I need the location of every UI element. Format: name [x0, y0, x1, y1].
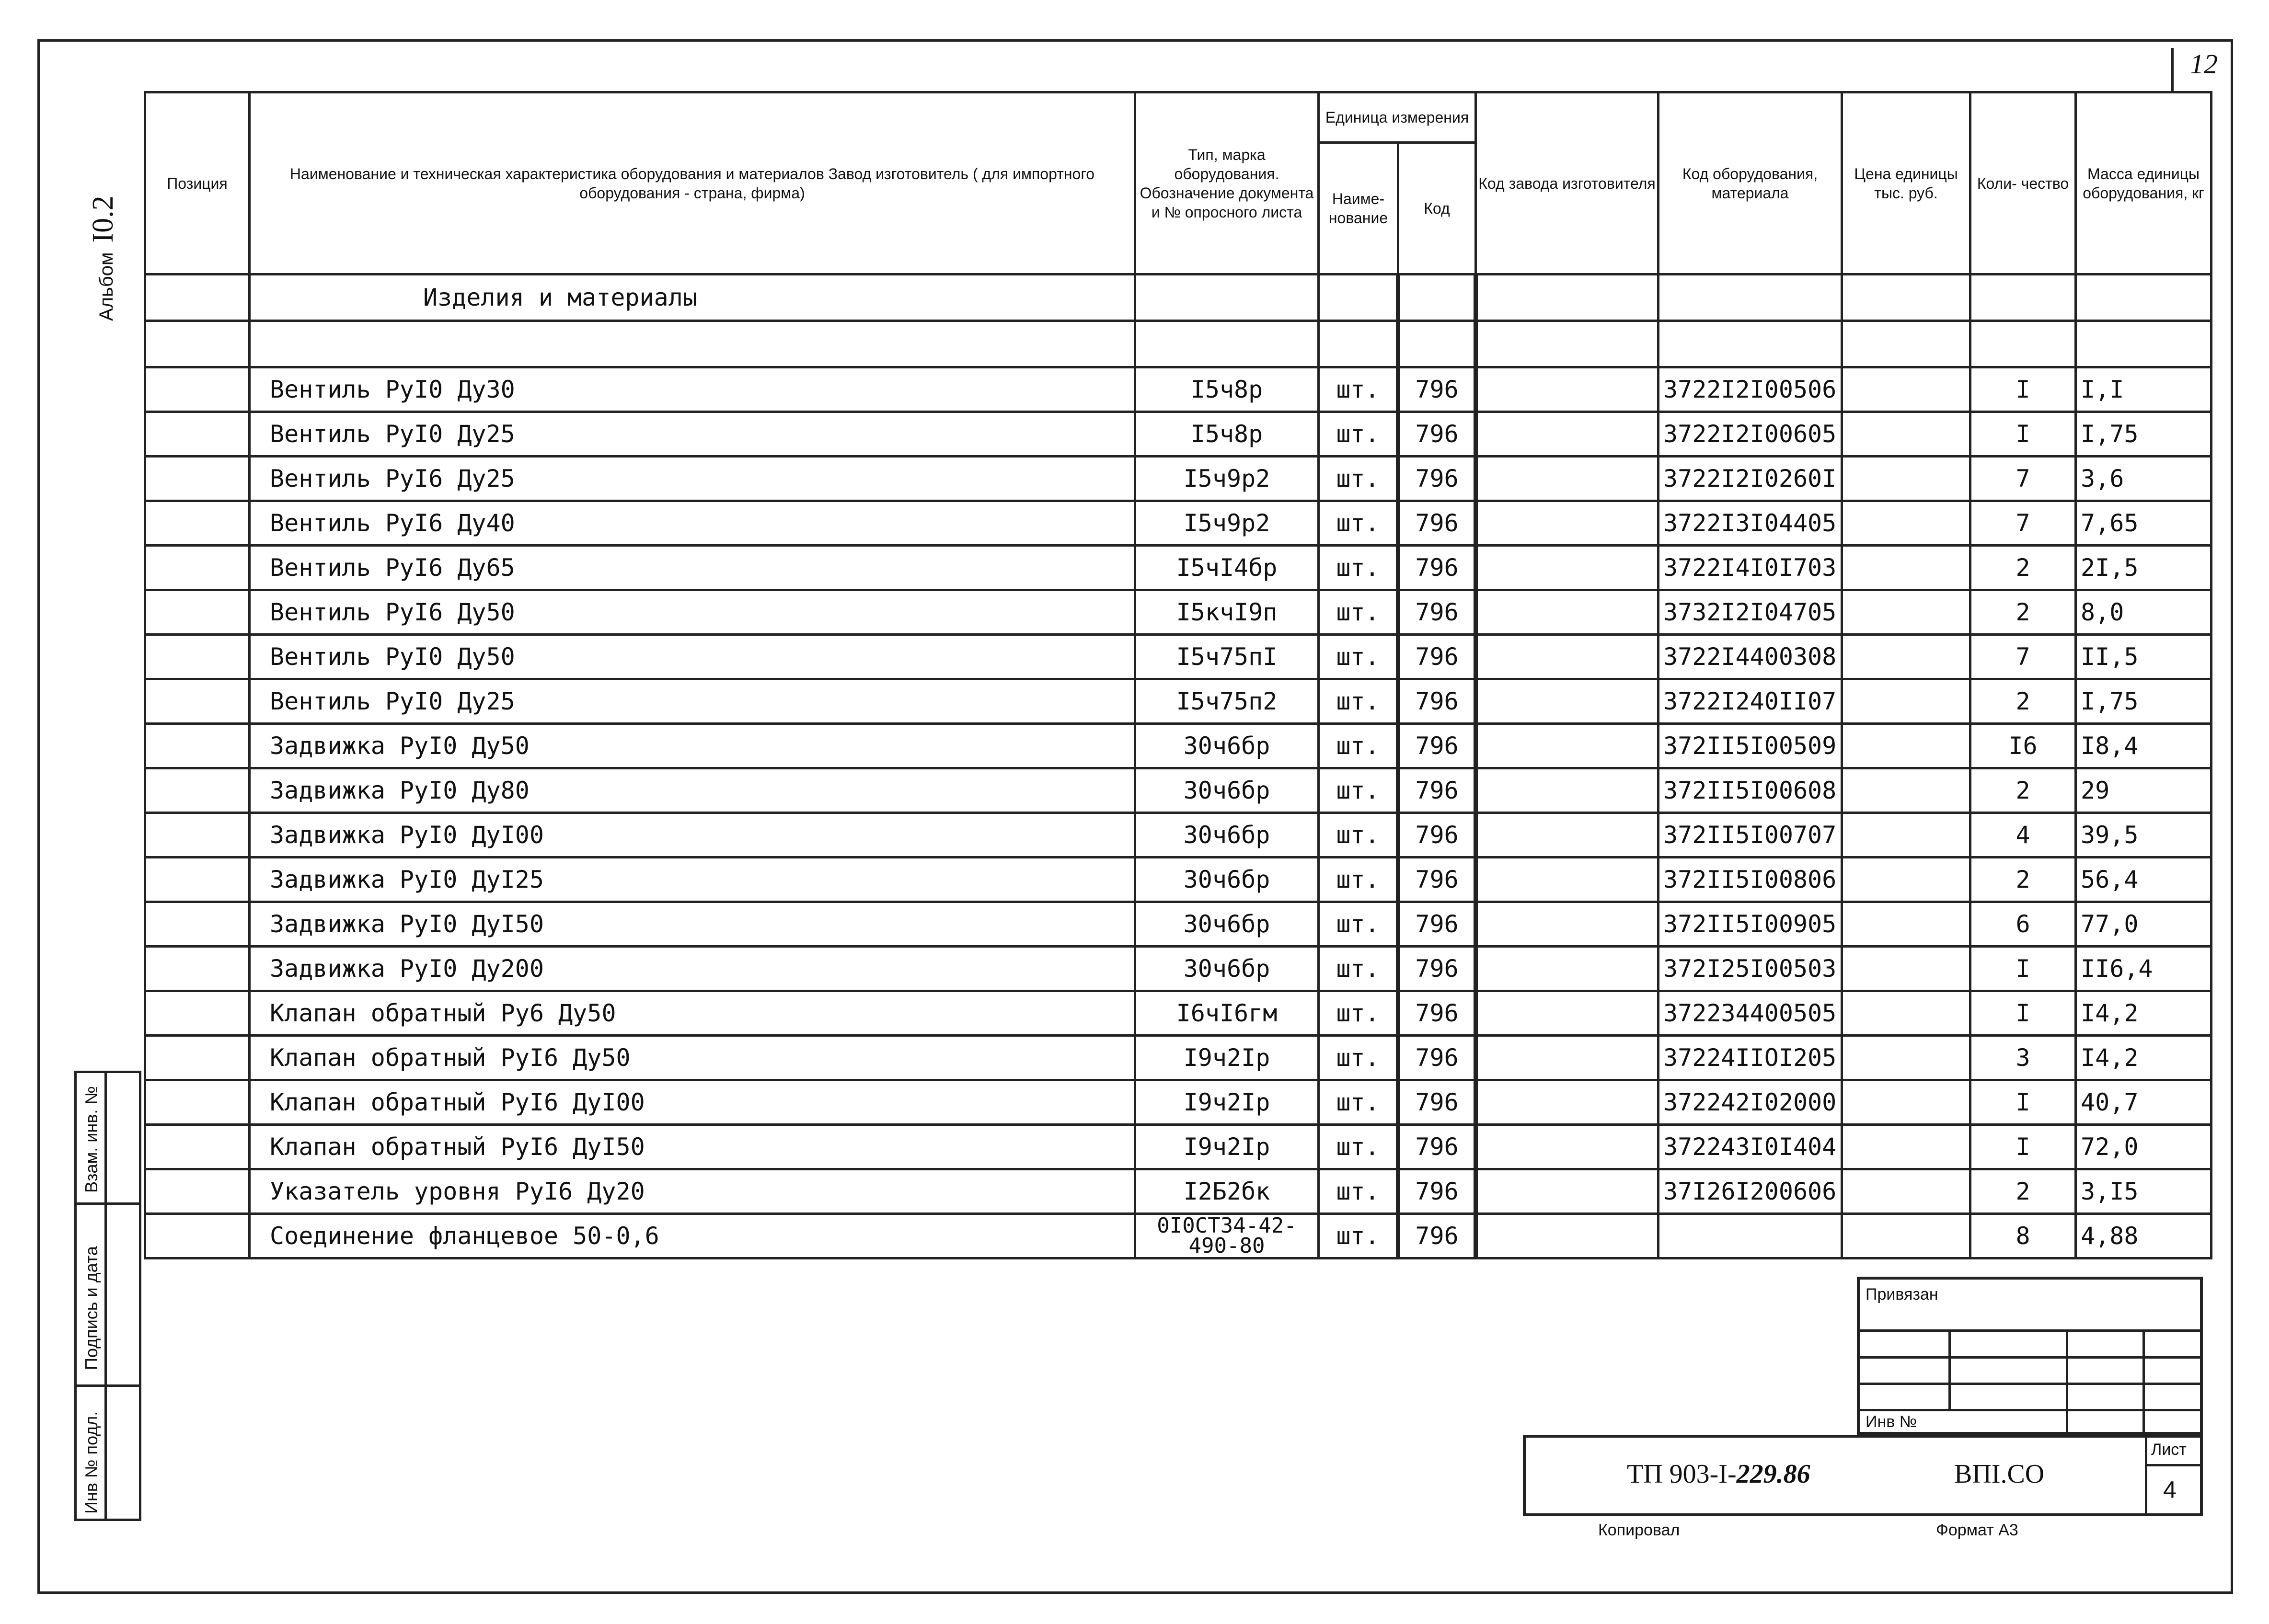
cell-quantity: 2: [1970, 768, 2076, 813]
cell-mass: I4,2: [2076, 1036, 2211, 1080]
cell-mass: I8,4: [2076, 724, 2211, 768]
side-stamp: [74, 1071, 141, 1521]
cell-name: Вентиль РуI0 ДуЗ0: [250, 367, 1135, 412]
cell-factory-code: [1476, 501, 1659, 546]
cell-equipment-code: 3722I3I04405: [1659, 501, 1842, 546]
cell-name: Клапан обратный РуI6 Ду50: [250, 1036, 1135, 1080]
album-caption: Альбом: [96, 252, 117, 321]
cell-position: [145, 1169, 250, 1214]
cell-quantity: 6: [1970, 902, 2076, 947]
cell-name: Вентиль РуI6 Ду25: [250, 457, 1135, 501]
header-name: Наименование и техническая характеристика оборудования и материалов Завод изготовитель ( для импортного оборудования - страна, фирма): [250, 92, 1135, 274]
header-factory-code: Код завода изготовителя: [1476, 92, 1659, 274]
cell-unit-code: 796: [1398, 546, 1476, 590]
cell-type: 30ч6бр: [1135, 768, 1319, 813]
cell-position: [145, 1036, 250, 1080]
cell-position: [145, 724, 250, 768]
side-inv-vzam: Взам. инв. №: [81, 1086, 101, 1193]
cell-price: [1842, 412, 1970, 457]
header-price: Цена единицы тыс. руб.: [1842, 92, 1970, 274]
table-row: [145, 546, 2211, 590]
cell-equipment-code: 3722I2I00605: [1659, 412, 1842, 457]
cell-unit: шт.: [1319, 991, 1398, 1036]
table-row: [145, 457, 2211, 501]
cell-factory-code: [1476, 1125, 1659, 1169]
cell-equipment-code: 3732I2I04705: [1659, 590, 1842, 635]
cell-factory-code: [1476, 1036, 1659, 1080]
table-row: [145, 635, 2211, 679]
cell-mass: 8,0: [2076, 590, 2211, 635]
table-row: [145, 412, 2211, 457]
cell-unit-code: 796: [1398, 1036, 1476, 1080]
cell-equipment-code: 3722I240II07: [1659, 679, 1842, 724]
cell-type: 0I0СТ34-42-490-80: [1135, 1214, 1319, 1258]
cell-type: I2Б2бк: [1135, 1169, 1319, 1214]
cell-mass: 3,6: [2076, 457, 2211, 501]
cell-quantity: 7: [1970, 635, 2076, 679]
cell-equipment-code: 372II5I00707: [1659, 813, 1842, 858]
cell-price: [1842, 902, 1970, 947]
cell-equipment-code: 372II5I00509: [1659, 724, 1842, 768]
cell-position: [145, 947, 250, 991]
cell-quantity: I: [1970, 947, 2076, 991]
cell-mass: I4,2: [2076, 991, 2211, 1036]
cell-factory-code: [1476, 902, 1659, 947]
cell-position: [145, 457, 250, 501]
cell-price: [1842, 1214, 1970, 1258]
cell-position: [145, 858, 250, 902]
cell-unit-code: 796: [1398, 1169, 1476, 1214]
section-row: [145, 274, 2211, 321]
cell-price: [1842, 724, 1970, 768]
empty-row: [145, 321, 2211, 367]
table-row: [145, 679, 2211, 724]
cell-quantity: 2: [1970, 679, 2076, 724]
cell-position: [145, 1080, 250, 1125]
cell-quantity: I: [1970, 1080, 2076, 1125]
cell-price: [1842, 546, 1970, 590]
cell-name: Вентиль РуI6 Ду65: [250, 546, 1135, 590]
cell-equipment-code: 372234400505: [1659, 991, 1842, 1036]
cell-price: [1842, 457, 1970, 501]
cell-price: [1842, 813, 1970, 858]
cell-price: [1842, 1080, 1970, 1125]
table-row: [145, 1169, 2211, 1214]
table-row: [145, 367, 2211, 412]
cell-position: [145, 590, 250, 635]
cell-type: I5ч9р2: [1135, 501, 1319, 546]
table-row: [145, 724, 2211, 768]
cell-unit-code: 796: [1398, 679, 1476, 724]
cell-type: I5ч75пI: [1135, 635, 1319, 679]
cell-quantity: 4: [1970, 813, 2076, 858]
cell-name: Клапан обратный РуI6 ДуI00: [250, 1080, 1135, 1125]
cell-type: I5кчI9п: [1135, 590, 1319, 635]
table-row: [145, 1036, 2211, 1080]
cell-position: [145, 367, 250, 412]
cell-unit-code: 796: [1398, 367, 1476, 412]
cell-price: [1842, 858, 1970, 902]
cell-unit: шт.: [1319, 724, 1398, 768]
cell-unit: шт.: [1319, 947, 1398, 991]
cell-equipment-code: 372243I0I404: [1659, 1125, 1842, 1169]
cell-unit: шт.: [1319, 501, 1398, 546]
sheet-number-divider: [2171, 48, 2174, 93]
header-position: Позиция: [145, 92, 250, 274]
cell-unit: шт.: [1319, 1036, 1398, 1080]
cell-price: [1842, 991, 1970, 1036]
cell-equipment-code: [1659, 1214, 1842, 1258]
cell-type: I5чI4бр: [1135, 546, 1319, 590]
cell-mass: II,5: [2076, 635, 2211, 679]
cell-quantity: 7: [1970, 457, 2076, 501]
cell-name: Вентиль РуI0 Ду25: [250, 679, 1135, 724]
cell-price: [1842, 635, 1970, 679]
cell-position: [145, 1214, 250, 1258]
album-value: I0.2: [87, 195, 119, 243]
section-position: [145, 274, 250, 321]
cell-mass: II6,4: [2076, 947, 2211, 991]
cell-unit: шт.: [1319, 1214, 1398, 1258]
cell-unit: шт.: [1319, 546, 1398, 590]
cell-factory-code: [1476, 813, 1659, 858]
cell-price: [1842, 1169, 1970, 1214]
cell-unit: шт.: [1319, 367, 1398, 412]
cell-unit: шт.: [1319, 635, 1398, 679]
binding-stamp: [1857, 1277, 2203, 1435]
cell-name: Клапан обратный Ру6 Ду50: [250, 991, 1135, 1036]
cell-position: [145, 902, 250, 947]
specification-table: [144, 91, 2212, 1259]
cell-type: I5ч75п2: [1135, 679, 1319, 724]
copied-label: Копировал: [1598, 1521, 1680, 1539]
cell-type: I5ч8р: [1135, 367, 1319, 412]
sheet-label: Лист: [2151, 1441, 2187, 1459]
cell-unit: шт.: [1319, 1125, 1398, 1169]
cell-unit: шт.: [1319, 902, 1398, 947]
cell-unit: шт.: [1319, 457, 1398, 501]
cell-mass: I,75: [2076, 679, 2211, 724]
cell-mass: 3,I5: [2076, 1169, 2211, 1214]
document-code-number: 229.86: [1736, 1459, 1810, 1489]
cell-name: Задвижка РуI0 Ду80: [250, 768, 1135, 813]
cell-factory-code: [1476, 679, 1659, 724]
cell-unit: шт.: [1319, 412, 1398, 457]
cell-quantity: 2: [1970, 546, 2076, 590]
cell-equipment-code: 372II5I00806: [1659, 858, 1842, 902]
cell-factory-code: [1476, 858, 1659, 902]
cell-unit-code: 796: [1398, 412, 1476, 457]
side-sign-date: Подпись и дата: [81, 1246, 101, 1370]
cell-mass: 40,7: [2076, 1080, 2211, 1125]
cell-name: Вентиль РуI0 Ду25: [250, 412, 1135, 457]
cell-mass: 2I,5: [2076, 546, 2211, 590]
cell-quantity: 7: [1970, 501, 2076, 546]
format-label: Формат А3: [1936, 1521, 2018, 1539]
cell-factory-code: [1476, 1080, 1659, 1125]
cell-name: Клапан обратный РуI6 ДуI50: [250, 1125, 1135, 1169]
header-unit: Единица измерения: [1319, 92, 1476, 143]
table-row: [145, 813, 2211, 858]
document-code: [1627, 1459, 1810, 1489]
cell-equipment-code: 372242I02000: [1659, 1080, 1842, 1125]
table-row: [145, 1125, 2211, 1169]
cell-type: 30ч6бр: [1135, 858, 1319, 902]
side-stamp-divider: [104, 1073, 107, 1519]
cell-equipment-code: 3722I4400308: [1659, 635, 1842, 679]
cell-unit-code: 796: [1398, 590, 1476, 635]
cell-mass: 72,0: [2076, 1125, 2211, 1169]
side-inv-podl: Инв № подл.: [81, 1411, 101, 1514]
cell-price: [1842, 501, 1970, 546]
table-row: [145, 768, 2211, 813]
cell-mass: 7,65: [2076, 501, 2211, 546]
cell-factory-code: [1476, 991, 1659, 1036]
cell-unit: шт.: [1319, 813, 1398, 858]
cell-quantity: I: [1970, 367, 2076, 412]
cell-quantity: 3: [1970, 1036, 2076, 1080]
cell-mass: 77,0: [2076, 902, 2211, 947]
cell-price: [1842, 590, 1970, 635]
cell-price: [1842, 367, 1970, 412]
cell-quantity: 2: [1970, 858, 2076, 902]
cell-quantity: I: [1970, 1125, 2076, 1169]
cell-unit-code: 796: [1398, 991, 1476, 1036]
table-row: [145, 858, 2211, 902]
cell-equipment-code: 3722I2I0260I: [1659, 457, 1842, 501]
cell-price: [1842, 768, 1970, 813]
table-row: [145, 1080, 2211, 1125]
cell-name: Задвижка РуI0 Ду50: [250, 724, 1135, 768]
cell-position: [145, 635, 250, 679]
cell-type: 30ч6бр: [1135, 724, 1319, 768]
cell-unit-code: 796: [1398, 1214, 1476, 1258]
cell-unit: шт.: [1319, 1169, 1398, 1214]
cell-factory-code: [1476, 590, 1659, 635]
cell-position: [145, 813, 250, 858]
cell-unit-code: 796: [1398, 858, 1476, 902]
header-mass: Масса единицы оборудования, кг: [2076, 92, 2211, 274]
cell-equipment-code: 37I26I200606: [1659, 1169, 1842, 1214]
cell-position: [145, 679, 250, 724]
cell-type: I6чI6гм: [1135, 991, 1319, 1036]
document-mark: ВПI.СО: [1954, 1459, 2045, 1489]
table-row: [145, 991, 2211, 1036]
cell-name: Вентиль РуI6 Ду40: [250, 501, 1135, 546]
cell-unit-code: 796: [1398, 635, 1476, 679]
cell-price: [1842, 1125, 1970, 1169]
cell-factory-code: [1476, 412, 1659, 457]
cell-position: [145, 768, 250, 813]
table-row: [145, 590, 2211, 635]
cell-equipment-code: 372II5I00608: [1659, 768, 1842, 813]
cell-quantity: 2: [1970, 1169, 2076, 1214]
cell-equipment-code: 37224IIOI205: [1659, 1036, 1842, 1080]
album-label: [86, 149, 125, 321]
cell-name: Указатель уровня РуI6 Ду20: [250, 1169, 1135, 1214]
sheet-value: 4: [2163, 1476, 2177, 1503]
cell-unit-code: 796: [1398, 724, 1476, 768]
cell-position: [145, 1125, 250, 1169]
cell-type: I5ч8р: [1135, 412, 1319, 457]
cell-position: [145, 546, 250, 590]
cell-unit-code: 796: [1398, 1125, 1476, 1169]
cell-unit-code: 796: [1398, 457, 1476, 501]
cell-factory-code: [1476, 546, 1659, 590]
title-block: [1523, 1435, 2203, 1516]
cell-mass: 4,88: [2076, 1214, 2211, 1258]
cell-type: I9ч2Iр: [1135, 1125, 1319, 1169]
cell-quantity: I: [1970, 412, 2076, 457]
cell-unit-code: 796: [1398, 902, 1476, 947]
cell-unit: шт.: [1319, 590, 1398, 635]
cell-name: Задвижка РуI0 ДуI00: [250, 813, 1135, 858]
cell-unit-code: 796: [1398, 768, 1476, 813]
bound-label: Привязан: [1866, 1285, 1938, 1304]
header-equipment-code: Код оборудования, материала: [1659, 92, 1842, 274]
cell-price: [1842, 947, 1970, 991]
cell-equipment-code: 3722I4I0I703: [1659, 546, 1842, 590]
cell-name: Соединение фланцевое 50-0,6: [250, 1214, 1135, 1258]
cell-position: [145, 412, 250, 457]
cell-type: I9ч2Iр: [1135, 1036, 1319, 1080]
cell-mass: 39,5: [2076, 813, 2211, 858]
cell-factory-code: [1476, 947, 1659, 991]
cell-price: [1842, 1036, 1970, 1080]
table-row: [145, 501, 2211, 546]
cell-factory-code: [1476, 635, 1659, 679]
cell-unit: шт.: [1319, 768, 1398, 813]
cell-equipment-code: 372II5I00905: [1659, 902, 1842, 947]
cell-unit: шт.: [1319, 679, 1398, 724]
cell-equipment-code: 3722I2I00506: [1659, 367, 1842, 412]
cell-quantity: 8: [1970, 1214, 2076, 1258]
cell-equipment-code: 372I25I00503: [1659, 947, 1842, 991]
cell-unit-code: 796: [1398, 813, 1476, 858]
table-row: [145, 947, 2211, 991]
cell-type: 30ч6бр: [1135, 902, 1319, 947]
cell-type: 30ч6бр: [1135, 947, 1319, 991]
cell-price: [1842, 679, 1970, 724]
cell-unit: шт.: [1319, 1080, 1398, 1125]
cell-mass: 29: [2076, 768, 2211, 813]
cell-factory-code: [1476, 1169, 1659, 1214]
cell-name: Вентиль РуI0 Ду50: [250, 635, 1135, 679]
document-code-prefix: ТП 903-I-: [1627, 1459, 1737, 1489]
header-quantity: Коли- чество: [1970, 92, 2076, 274]
cell-unit-code: 796: [1398, 1080, 1476, 1125]
cell-type: 30ч6бр: [1135, 813, 1319, 858]
cell-unit: шт.: [1319, 858, 1398, 902]
table-row: [145, 1214, 2211, 1258]
cell-factory-code: [1476, 457, 1659, 501]
cell-quantity: I: [1970, 991, 2076, 1036]
cell-type: I9ч2Iр: [1135, 1080, 1319, 1125]
header-unit-code: Код: [1398, 143, 1476, 274]
cell-name: Задвижка РуI0 Ду200: [250, 947, 1135, 991]
table-row: [145, 902, 2211, 947]
cell-quantity: I6: [1970, 724, 2076, 768]
cell-unit-code: 796: [1398, 947, 1476, 991]
cell-mass: I,75: [2076, 412, 2211, 457]
inv-no-label: Инв №: [1866, 1413, 1917, 1431]
cell-mass: 56,4: [2076, 858, 2211, 902]
header-type: Тип, марка оборудования. Обозначение документа и № опросного листа: [1135, 92, 1319, 274]
cell-name: Задвижка РуI0 ДуI25: [250, 858, 1135, 902]
cell-position: [145, 991, 250, 1036]
header-unit-name: Наиме- нование: [1319, 143, 1398, 274]
cell-quantity: 2: [1970, 590, 2076, 635]
cell-name: Задвижка РуI0 ДуI50: [250, 902, 1135, 947]
cell-unit-code: 796: [1398, 501, 1476, 546]
cell-factory-code: [1476, 367, 1659, 412]
sheet-number: 12: [2190, 48, 2218, 80]
cell-factory-code: [1476, 768, 1659, 813]
cell-factory-code: [1476, 1214, 1659, 1258]
cell-name: Вентиль РуI6 Ду50: [250, 590, 1135, 635]
cell-mass: I,I: [2076, 367, 2211, 412]
section-title: Изделия и материалы: [250, 274, 1135, 321]
cell-factory-code: [1476, 724, 1659, 768]
cell-type: I5ч9р2: [1135, 457, 1319, 501]
cell-position: [145, 501, 250, 546]
